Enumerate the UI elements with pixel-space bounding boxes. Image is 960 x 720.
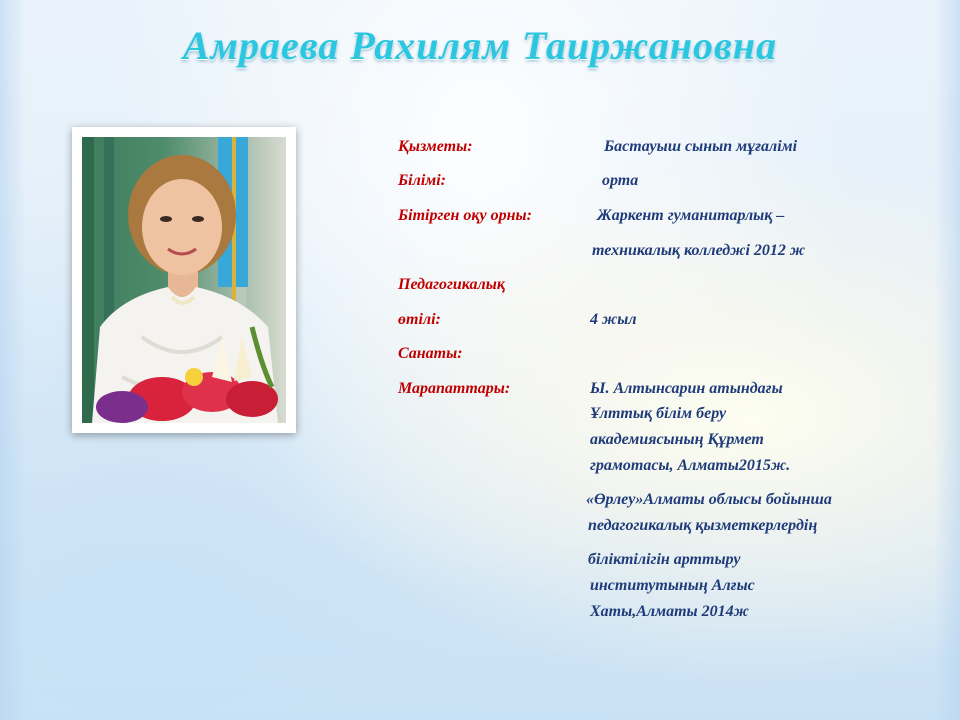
award2-line2: педагогикалық қызметкерлердің <box>588 517 818 534</box>
page-title: Амраева Рахилям Таиржановна <box>182 23 778 68</box>
award1-line4: грамотасы, Алматы2015ж. <box>590 457 791 474</box>
award1-line2: Ұлттық білім беру <box>590 405 727 422</box>
graduated-value-line2: техникалық колледжі 2012 ж <box>592 242 806 259</box>
position-label: Қызметы: <box>398 138 473 155</box>
graduated-value-line1: Жаркент гуманитарлық – <box>597 207 785 224</box>
graduated-label: Бітірген оқу орны: <box>398 207 532 224</box>
award2-line1: «Өрлеу»Алматы облысы бойынша <box>586 491 832 508</box>
award1-line1: Ы. Алтынсарин атындағы <box>590 380 783 397</box>
award2-line3: біліктілігін арттыру <box>588 551 741 568</box>
experience-label-line1: Педагогикалық <box>398 276 505 293</box>
experience-label-line2: өтілі: <box>398 311 441 328</box>
awards-label: Марапаттары: <box>398 380 511 397</box>
category-label: Санаты: <box>398 345 463 362</box>
education-value: орта <box>602 172 639 189</box>
position-value: Бастауыш сынып мұғалімі <box>604 138 798 155</box>
award1-line3: академиясының Құрмет <box>590 431 764 448</box>
award2-line4: институтының Алғыс <box>590 577 755 594</box>
award2-line5: Хаты,Алматы 2014ж <box>590 603 749 620</box>
experience-value: 4 жыл <box>590 311 637 328</box>
education-label: Білімі: <box>398 172 446 189</box>
